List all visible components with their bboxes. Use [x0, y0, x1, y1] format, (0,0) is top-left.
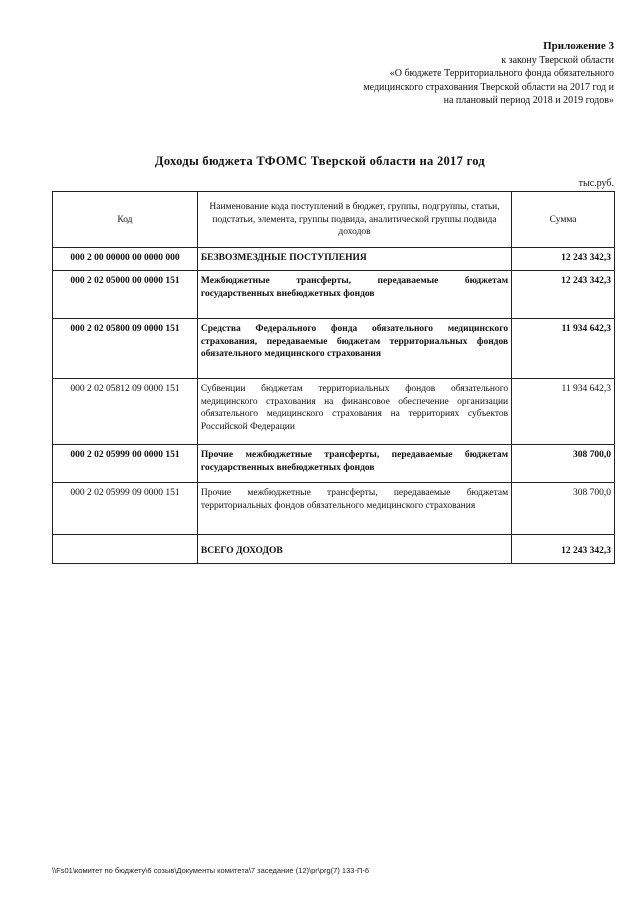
row-sum: 12 243 342,3: [512, 271, 615, 319]
appendix-line-1: к закону Тверской области: [501, 54, 614, 66]
row-sum: 308 700,0: [512, 445, 615, 483]
table-row: [53, 271, 615, 319]
total-code-cell: [53, 535, 198, 564]
header-code: Код: [53, 192, 198, 248]
header-name: Наименование кода поступлений в бюджет, группы, подгруппы, статьи, подстатьи, элемента, группы подвида, аналитической группы подвида доходов: [197, 192, 511, 248]
table-header-row: [53, 192, 615, 248]
table-total-row: [53, 535, 615, 564]
footer-file-path: \\Fs01\комитет по бюджету\6 созыв\Документы комитета\7 заседание (12)\pr\prg(7) 133-П-6: [52, 866, 370, 875]
income-table: [52, 191, 615, 564]
row-code: 000 2 00 00000 00 0000 000: [53, 248, 198, 271]
row-name: Прочие межбюджетные трансферты, передаваемые бюджетам территориальных фондов обязательного медицинского страхования: [197, 483, 511, 535]
table-row: [53, 248, 615, 271]
row-code: 000 2 02 05999 09 0000 151: [53, 483, 198, 535]
row-sum: 12 243 342,3: [512, 248, 615, 271]
row-sum: 308 700,0: [512, 483, 615, 535]
row-name: Субвенции бюджетам территориальных фондов обязательного медицинского страхования на финансовое обеспечение организации обязательного медицинского страхования на территориях субъектов Российской Федерации: [197, 379, 511, 445]
row-name: Средства Федерального фонда обязательного медицинского страхования, передаваемые бюджетам территориальных фондов обязательного медицинского страхования: [197, 319, 511, 379]
row-name: Межбюджетные трансферты, передаваемые бюджетам государственных внебюджетных фондов: [197, 271, 511, 319]
row-sum: 11 934 642,3: [512, 319, 615, 379]
table-row: [53, 379, 615, 445]
appendix-block: [254, 40, 614, 108]
row-name: Прочие межбюджетные трансферты, передаваемые бюджетам государственных внебюджетных фондов: [197, 445, 511, 483]
row-code: 000 2 02 05812 09 0000 151: [53, 379, 198, 445]
header-sum: Сумма: [512, 192, 615, 248]
row-code: 000 2 02 05999 00 0000 151: [53, 445, 198, 483]
table-row: [53, 445, 615, 483]
appendix-title: Приложение 3: [543, 40, 614, 52]
row-code: 000 2 02 05800 09 0000 151: [53, 319, 198, 379]
table-row: [53, 483, 615, 535]
row-sum: 11 934 642,3: [512, 379, 615, 445]
document-title: Доходы бюджета ТФОМС Тверской области на 2017 год: [154, 154, 486, 168]
appendix-line-3: медицинского страхования Тверской области на 2017 год и: [363, 81, 614, 93]
total-sum: 12 243 342,3: [512, 535, 615, 564]
table-row: [53, 319, 615, 379]
row-code: 000 2 02 05000 00 0000 151: [53, 271, 198, 319]
appendix-line-4: на плановый период 2018 и 2019 годов»: [443, 95, 614, 106]
total-label: ВСЕГО ДОХОДОВ: [197, 535, 511, 564]
row-name: БЕЗВОЗМЕЗДНЫЕ ПОСТУПЛЕНИЯ: [197, 248, 511, 271]
appendix-line-2: «О бюджете Территориального фонда обязательного: [389, 68, 614, 79]
unit-label: тыс.руб.: [578, 178, 614, 189]
